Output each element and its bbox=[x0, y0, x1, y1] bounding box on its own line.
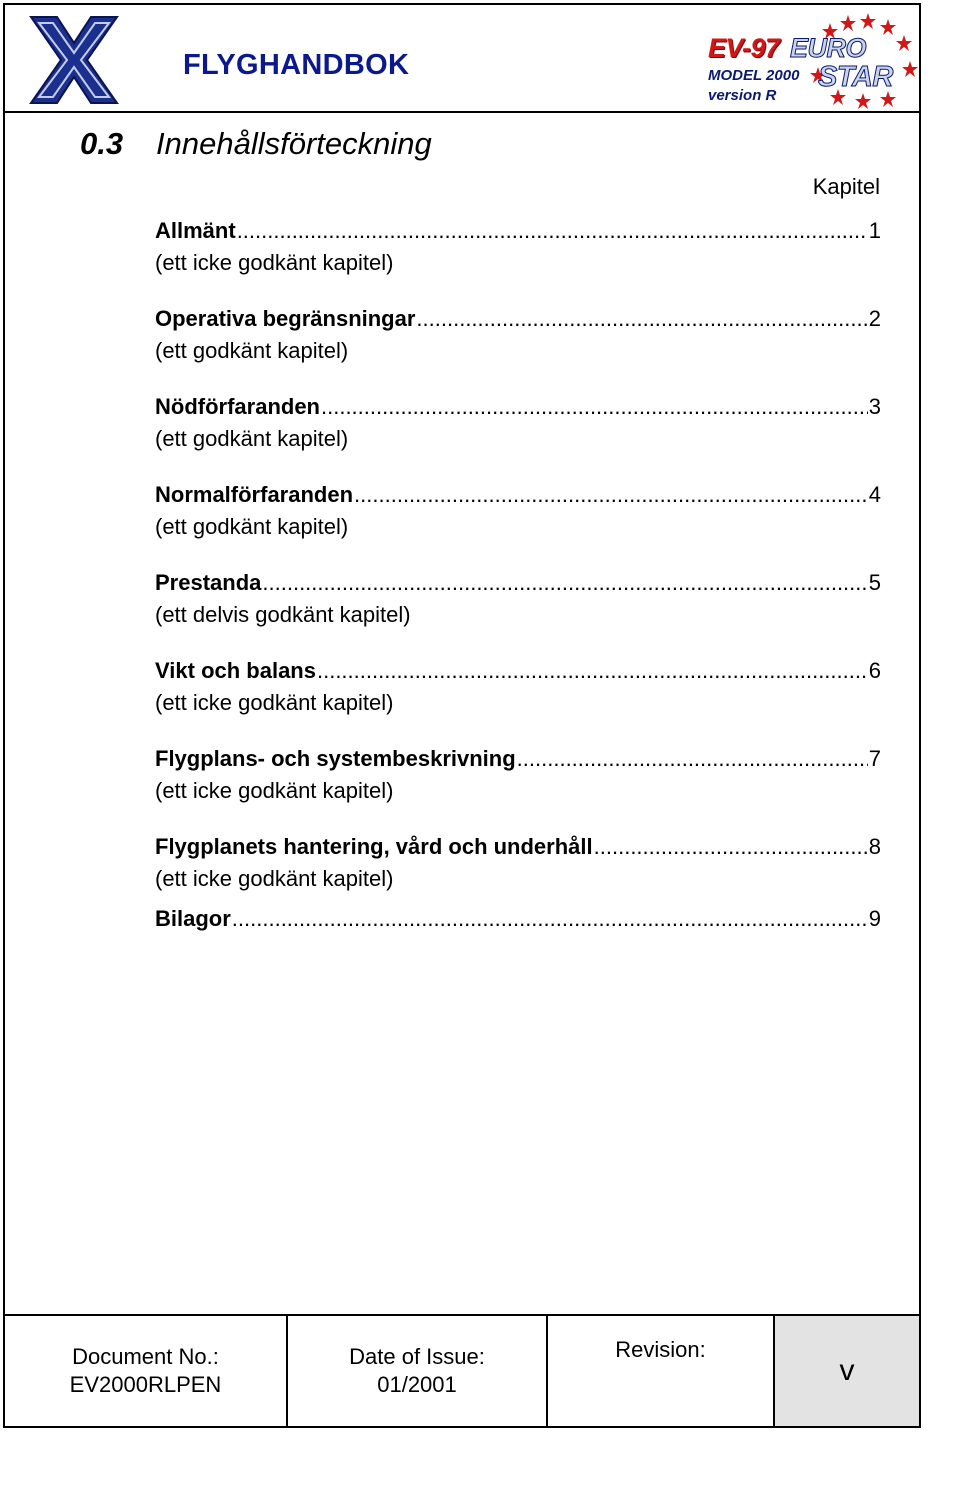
toc-leader-dots bbox=[232, 906, 868, 932]
toc-entry-chapter: 4 bbox=[868, 482, 881, 507]
manual-title: FLYGHANDBOK bbox=[183, 49, 410, 81]
toc-entry-chapter: 7 bbox=[868, 746, 881, 771]
toc-leader-dots bbox=[321, 394, 868, 420]
ev97-eurostar-logo bbox=[698, 11, 920, 111]
brand-version: version R bbox=[708, 87, 777, 104]
footer-date-of-issue bbox=[288, 1316, 548, 1426]
footer-document-number bbox=[5, 1316, 288, 1426]
toc-entry-title: Vikt och balans bbox=[155, 658, 316, 683]
section-heading bbox=[80, 126, 432, 162]
table-of-contents bbox=[155, 218, 881, 936]
toc-entry-chapter: 9 bbox=[868, 906, 881, 931]
toc-entry[interactable] bbox=[155, 658, 881, 718]
toc-entry-chapter: 8 bbox=[868, 834, 881, 859]
toc-entry[interactable] bbox=[155, 306, 881, 366]
toc-leader-dots bbox=[237, 218, 868, 244]
toc-entry-note: (ett icke godkänt kapitel) bbox=[155, 866, 394, 891]
toc-entry-title: Operativa begränsningar bbox=[155, 306, 416, 331]
document-number-label: Document No.: bbox=[72, 1344, 219, 1369]
toc-leader-dots bbox=[354, 482, 868, 508]
toc-entry[interactable] bbox=[155, 218, 881, 278]
toc-entry-title: Nödförfaranden bbox=[155, 394, 320, 419]
toc-leader-dots bbox=[416, 306, 867, 332]
brand-euro: EURO bbox=[790, 33, 867, 63]
toc-entry-note: (ett godkänt kapitel) bbox=[155, 338, 349, 363]
toc-leader-dots bbox=[517, 746, 868, 772]
toc-entry-note: (ett icke godkänt kapitel) bbox=[155, 778, 394, 803]
toc-entry-title: Flygplanets hantering, vård och underhåll bbox=[155, 834, 593, 859]
toc-entry-title: Normalförfaranden bbox=[155, 482, 354, 507]
toc-entry[interactable] bbox=[155, 482, 881, 542]
toc-entry[interactable] bbox=[155, 834, 881, 894]
toc-entry-note: (ett godkänt kapitel) bbox=[155, 514, 349, 539]
document-footer bbox=[3, 1314, 921, 1428]
toc-leader-dots bbox=[262, 570, 867, 596]
page-header bbox=[3, 3, 921, 113]
toc-entry-chapter: 6 bbox=[868, 658, 881, 683]
toc-entry[interactable] bbox=[155, 570, 881, 630]
toc-entry-note: (ett godkänt kapitel) bbox=[155, 426, 349, 451]
toc-entry-chapter: 3 bbox=[868, 394, 881, 419]
toc-entry-chapter: 2 bbox=[868, 306, 881, 331]
toc-entry-chapter: 5 bbox=[868, 570, 881, 595]
toc-entry[interactable] bbox=[155, 746, 881, 806]
footer-revision-value-cell bbox=[775, 1316, 919, 1426]
x-logo bbox=[27, 13, 121, 107]
revision-value: v bbox=[839, 1354, 855, 1387]
toc-entry-title: Flygplans- och systembeskrivning bbox=[155, 746, 516, 771]
toc-entry[interactable] bbox=[155, 906, 881, 936]
date-of-issue-value: 01/2001 bbox=[377, 1372, 457, 1397]
section-number: 0.3 bbox=[80, 126, 124, 161]
date-of-issue-label: Date of Issue: bbox=[349, 1344, 485, 1369]
footer-revision bbox=[548, 1316, 775, 1426]
toc-entry-title: Prestanda bbox=[155, 570, 262, 595]
toc-entry-note: (ett icke godkänt kapitel) bbox=[155, 250, 394, 275]
toc-entry-title: Bilagor bbox=[155, 906, 231, 931]
kapitel-column-label: Kapitel bbox=[812, 174, 880, 199]
toc-leader-dots bbox=[594, 834, 868, 860]
toc-entry[interactable] bbox=[155, 394, 881, 454]
toc-entry-note: (ett delvis godkänt kapitel) bbox=[155, 602, 411, 627]
toc-entry-note: (ett icke godkänt kapitel) bbox=[155, 690, 394, 715]
brand-star: STAR bbox=[818, 61, 893, 93]
section-title: Innehållsförteckning bbox=[156, 126, 432, 161]
toc-entry-chapter: 1 bbox=[868, 218, 881, 243]
brand-ev97: EV-97 bbox=[708, 33, 780, 63]
brand-model: MODEL 2000 bbox=[708, 67, 800, 84]
toc-entry-title: Allmänt bbox=[155, 218, 236, 243]
toc-leader-dots bbox=[317, 658, 868, 684]
document-number-value: EV2000RLPEN bbox=[69, 1372, 222, 1397]
revision-label: Revision: bbox=[615, 1337, 706, 1362]
